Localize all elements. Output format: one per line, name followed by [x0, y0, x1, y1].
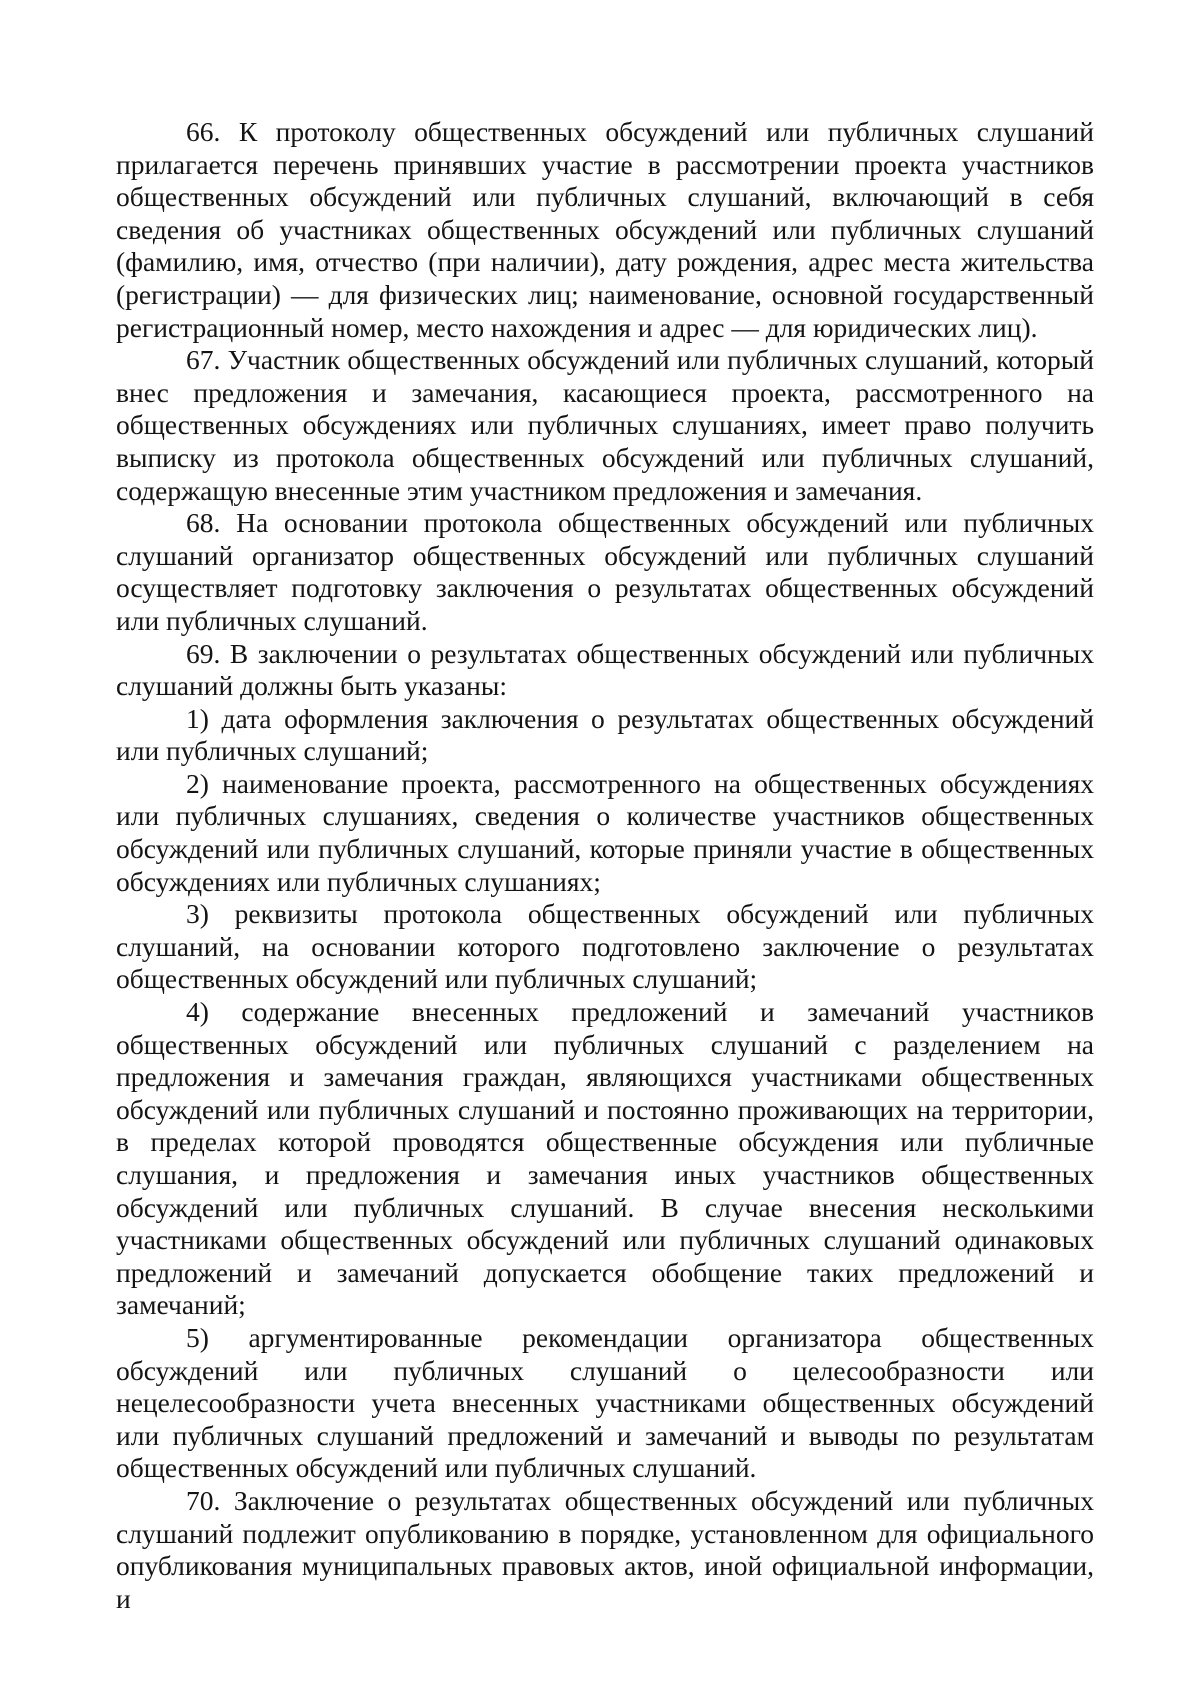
list-item-1: 1) дата оформления заключения о результатах общественных обсуждений или публичных слушаний;: [116, 702, 1094, 767]
list-item-5: 5) аргументированные рекомендации организатора общественных обсуждений или публичных слушаний о целесообразности или нецелесообразности учета внесенных участниками общественных обсуждений или публичных слушаний предложений и замечаний и выводы по результатам общественных обсуждений или публичных слушаний.: [116, 1321, 1094, 1484]
paragraph-69: 69. В заключении о результатах общественных обсуждений или публичных слушаний должны быть указаны:: [116, 637, 1094, 702]
paragraph-66: 66. К протоколу общественных обсуждений или публичных слушаний прилагается перечень принявших участие в рассмотрении проекта участников общественных обсуждений или публичных слушаний, включающий в себя сведения об участниках общественных обсуждений или публичных слушаний (фамилию, имя, отчество (при наличии), дату рождения, адрес места жительства (регистрации) — для физических лиц; наименование, основной государственный регистрационный номер, место нахождения и адрес — для юридических лиц).: [116, 116, 1094, 343]
paragraph-70: 70. Заключение о результатах общественных обсуждений или публичных слушаний подлежит опубликованию в порядке, установленном для официального опубликования муниципальных правовых актов, иной официальной информации, и: [116, 1484, 1094, 1614]
list-item-4: 4) содержание внесенных предложений и замечаний участников общественных обсуждений или публичных слушаний с разделением на предложения и замечания граждан, являющихся участниками общественных обсуждений или публичных слушаний и постоянно проживающих на территории, в пределах которой проводятся общественные обсуждения или публичные слушания, и предложения и замечания иных участников общественных обсуждений или публичных слушаний. В случае внесения несколькими участниками общественных обсуждений или публичных слушаний одинаковых предложений и замечаний допускается обобщение таких предложений и замечаний;: [116, 996, 1094, 1321]
paragraph-68: 68. На основании протокола общественных обсуждений или публичных слушаний организатор общественных обсуждений или публичных слушаний осуществляет подготовку заключения о результатах общественных обсуждений или публичных слушаний.: [116, 507, 1094, 636]
paragraph-67: 67. Участник общественных обсуждений или публичных слушаний, который внес предложения и замечания, касающиеся проекта, рассмотренного на общественных обсуждениях или публичных слушаниях, имеет право получить выписку из протокола общественных обсуждений или публичных слушаний, содержащую внесенные этим участником предложения и замечания.: [116, 344, 1094, 506]
list-item-2: 2) наименование проекта, рассмотренного на общественных обсуждениях или публичных слушаниях, сведения о количестве участников общественных обсуждений или публичных слушаний, которые приняли участие в общественных обсуждениях или публичных слушаниях;: [116, 767, 1094, 897]
list-item-3: 3) реквизиты протокола общественных обсуждений или публичных слушаний, на основании которого подготовлено заключение о результатах общественных обсуждений или публичных слушаний;: [116, 898, 1094, 995]
document-page: [116, 116, 1094, 1615]
